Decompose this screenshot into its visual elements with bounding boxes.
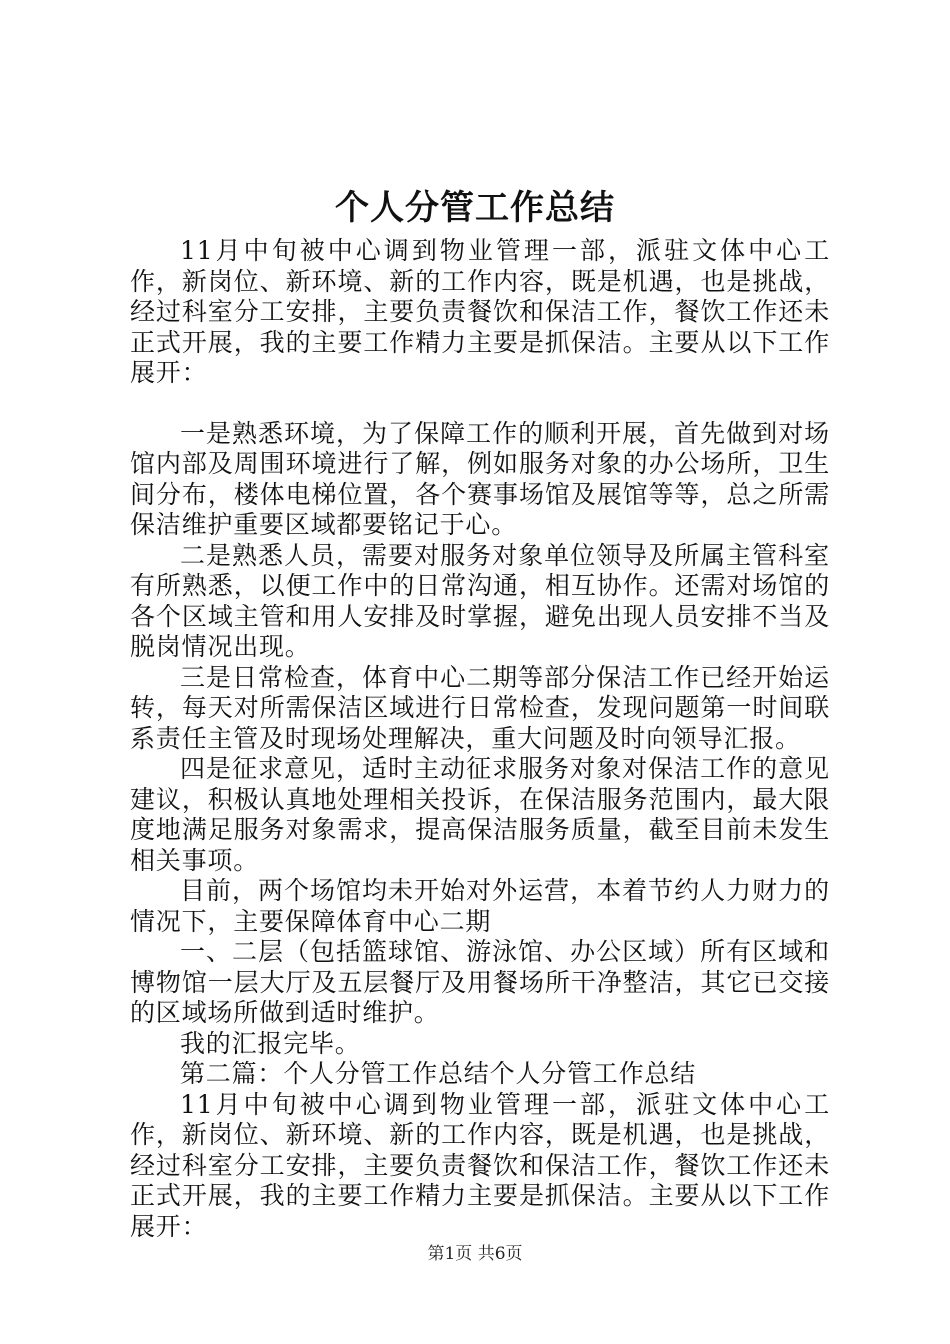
paragraph-point-4: 四是征求意见，适时主动征求服务对象对保洁工作的意见建议，积极认真地处理相关投诉，在保洁服务范围内，最大限度地满足服务对象需求，提高保洁服务质量，截至目前未发生相关事项。 [130,754,830,875]
document-title: 个人分管工作总结 [335,188,615,228]
paragraph-second-heading: 第二篇：个人分管工作总结个人分管工作总结 [180,1059,697,1088]
page-number: 第1页 共6页 [427,1244,523,1264]
paragraph-point-3: 三是日常检查，体育中心二期等部分保洁工作已经开始运转，每天对所需保洁区域进行日常检查，发现问题第一时间联系责任主管及时现场处理解决，重大问题及时向领导汇报。 [130,662,830,753]
paragraph-point-1: 一是熟悉环境，为了保障工作的顺利开展，首先做到对场馆内部及周围环境进行了解，例如服务对象的办公场所，卫生间分布，楼体电梯位置，各个赛事场馆及展馆等等，总之所需保洁维护重要区域都要铭记于心。 [130,418,830,539]
paragraph-areas: 一、二层（包括篮球馆、游泳馆、办公区域）所有区域和博物馆一层大厅及五层餐厅及用餐场所干净整洁，其它已交接的区域场所做到适时维护。 [130,937,830,1027]
document-body [130,236,830,1242]
paragraph-second-intro: 11月中旬被中心调到物业管理一部，派驻文体中心工作，新岗位、新环境、新的工作内容，既是机遇，也是挑战，经过科室分工安排，主要负责餐饮和保洁工作，餐饮工作还未正式开展，我的主要工作精力主要是抓保洁。主要从以下工作展开： [130,1089,830,1241]
paragraph-gap [130,389,830,419]
paragraph-closing: 我的汇报完毕。 [180,1028,361,1058]
paragraph-current: 目前，两个场馆均未开始对外运营，本着节约人力财力的情况下，主要保障体育中心二期 [130,876,830,936]
paragraph-point-2: 二是熟悉人员，需要对服务对象单位领导及所属主管科室有所熟悉，以便工作中的日常沟通，相互协作。还需对场馆的各个区域主管和用人安排及时掌握，避免出现人员安排不当及脱岗情况出现。 [130,540,830,661]
paragraph-intro: 11月中旬被中心调到物业管理一部，派驻文体中心工作，新岗位、新环境、新的工作内容，既是机遇，也是挑战，经过科室分工安排，主要负责餐饮和保洁工作，餐饮工作还未正式开展，我的主要工作精力主要是抓保洁。主要从以下工作展开： [130,236,830,387]
